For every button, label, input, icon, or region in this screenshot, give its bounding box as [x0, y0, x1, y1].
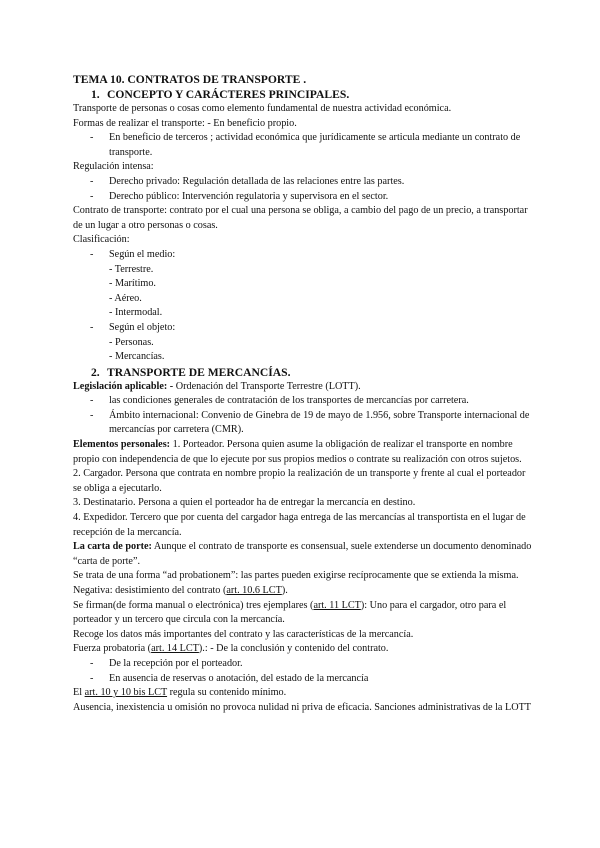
section-heading-1 — [91, 87, 533, 102]
paragraph: Clasificación: — [73, 234, 130, 246]
section-title: TRANSPORTE DE MERCANCÍAS. — [107, 365, 291, 379]
section-heading-2 — [91, 365, 533, 380]
dash-item: - Derecho privado: Regulación detallada de las relaciones entre las partes. — [73, 175, 533, 190]
paragraph-text: Aunque el contrato de transporte es consensual, suele extenderse un documento denominado “carta de porte”. — [73, 541, 532, 567]
bold-label: La carta de porte: — [73, 541, 152, 553]
sub-item: - Personas. — [109, 336, 154, 348]
paragraph: Ausencia, inexistencia u omisión no provoca nulidad ni priva de eficacia. Sanciones administrativas de la LOTT — [73, 701, 532, 713]
dash-item: - Según el objeto: — [73, 321, 533, 336]
paragraph-text: ): Uno para el cargador, otro para el porteador y un tercero que circula con la mercancía. — [73, 599, 507, 626]
paragraph-text: ). — [281, 585, 288, 596]
law-article-link[interactable]: art. 10 y 10 bis LCT — [84, 687, 168, 699]
paragraph — [73, 438, 533, 467]
dash-item: - Ámbito internacional: Convenio de Ginebra de 19 de mayo de 1.956, sobre Transporte internacional de mercancías por carretera (CMR). — [73, 409, 533, 438]
section-number: 2. — [91, 365, 100, 379]
paragraph-text: Ordenación del Transporte Terrestre (LOTT). — [173, 380, 361, 392]
dash-item: - En beneficio de terceros ; actividad económica que jurídicamente se articula mediante un contrato de transporte. — [73, 131, 533, 160]
paragraph — [73, 686, 533, 701]
document-title: TEMA 10. CONTRATOS DE TRANSPORTE . — [73, 73, 307, 86]
law-article-link[interactable]: art. 14 LCT — [151, 643, 199, 655]
paragraph — [73, 642, 533, 657]
paragraph-text: Se firman(de forma manual o electrónica) tres ejemplares ( — [73, 599, 314, 611]
paragraph: Regulación intensa: — [73, 161, 154, 173]
paragraph: Recoge los datos más importantes del contrato y las características de la mercancía. — [73, 628, 414, 640]
dash-item: - De la recepción por el porteador. — [73, 657, 533, 672]
dash-item: - las condiciones generales de contratación de los transportes de mercancías por carretera. — [73, 394, 533, 409]
paragraph-text: Fuerza probatoria ( — [73, 643, 152, 655]
paragraph: 2. Cargador. Persona que contrata en nombre propio la realización de un transporte y frente al cual el porteador se obliga a ejecutarlo. — [73, 468, 526, 494]
section-number: 1. — [91, 88, 100, 101]
sub-item: - Terrestre. — [109, 263, 154, 275]
sub-item: - Intermodal. — [109, 307, 163, 319]
sub-item: - Marítimo. — [109, 278, 156, 290]
bold-label: Legislación aplicable: - — [73, 380, 174, 392]
law-article-link[interactable]: art. 11 LCT — [313, 599, 361, 611]
paragraph-text: 1. Porteador. Persona quien asume la obligación de realizar el transporte en nombre propio con independencia de que lo ejecute por sus propios medios o contrate su realización con otros sujetos. — [73, 439, 522, 465]
paragraph: 3. Destinatario. Persona a quien el porteador ha de entregar la mercancía en destino. — [73, 497, 416, 509]
paragraph — [73, 599, 533, 628]
dash-item: - Derecho público: Intervención regulatoria y supervisora en el sector. — [73, 190, 533, 205]
law-article-link[interactable]: art. 10.6 LCT — [226, 585, 282, 596]
paragraph-text: Se trata de una forma “ad probationem”: las partes pueden exigirse recíprocamente que se extienda la misma. Negativa: desistimiento del contrato ( — [73, 570, 519, 596]
bold-label: Elementos personales: — [73, 439, 171, 451]
sub-item: - Mercancías. — [109, 351, 165, 363]
paragraph — [73, 380, 533, 395]
dash-item: - Según el medio: — [73, 248, 533, 263]
sub-item: - Aéreo. — [109, 292, 142, 304]
paragraph: Formas de realizar el transporte: - En beneficio propio. — [73, 117, 297, 129]
paragraph-text: ).: - De la conclusión y contenido del contrato. — [198, 643, 389, 655]
dash-item: - En ausencia de reservas o anotación, del estado de la mercancía — [73, 672, 533, 687]
paragraph-text: regula su contenido mínimo. — [167, 687, 287, 699]
paragraph — [73, 540, 533, 569]
paragraph: Contrato de transporte: contrato por el cual una persona se obliga, a cambio del pago de un precio, a transportar de un lugar a otro personas o cosas. — [73, 205, 528, 231]
document-page — [73, 72, 533, 715]
paragraph: 4. Expedidor. Tercero que por cuenta del cargador haga entrega de las mercancías al transportista en el lugar de recepción de la mercancía. — [73, 512, 526, 538]
section-title: CONCEPTO Y CARÁCTERES PRINCIPALES. — [107, 88, 350, 101]
paragraph: Transporte de personas o cosas como elemento fundamental de nuestra actividad económica. — [73, 103, 452, 114]
paragraph — [73, 569, 533, 598]
paragraph-text: El — [73, 687, 85, 699]
